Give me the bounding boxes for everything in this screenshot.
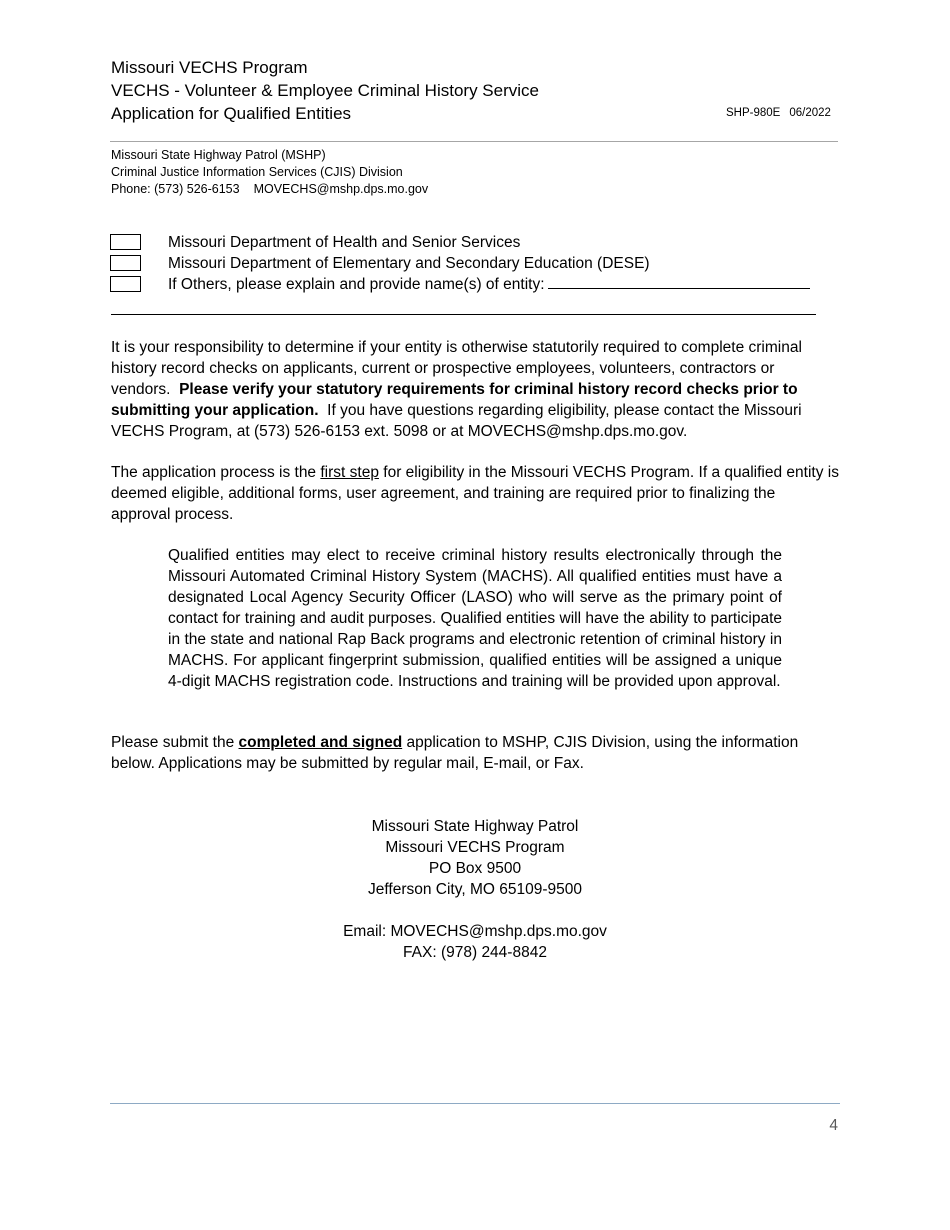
option-label-others: If Others, please explain and provide name(s) of entity: [168,276,545,293]
agency-division: Criminal Justice Information Services (CJIS) Division [111,165,403,179]
checkbox-dese[interactable] [110,255,141,271]
form-date: 06/2022 [789,107,831,119]
agency-email: MOVECHS@mshp.dps.mo.gov [253,182,429,196]
address-line-1: Missouri State Highway Patrol [371,818,579,835]
contact-email: Email: MOVECHS@mshp.dps.mo.gov [343,923,607,940]
agency-phone-email [111,181,428,198]
application-title: Application for Qualified Entities [111,104,352,123]
p2-text-end: for eligibility in the Missouri VECHS Program. If a qualified entity is deemed eligible, additional forms, user agreement, and training are required prior to finalizing the approval process. [111,464,839,523]
address-line-4: Jefferson City, MO 65109-9500 [368,881,582,898]
program-subtitle: VECHS - Volunteer & Employee Criminal History Service [111,81,539,100]
checkbox-others[interactable] [110,276,141,292]
address-line-2: Missouri VECHS Program [385,839,565,856]
other-entity-blank[interactable] [548,275,810,289]
form-number [726,107,831,119]
checkbox-health-senior-services[interactable] [110,234,141,250]
option-label-dese: Missouri Department of Elementary and Secondary Education (DESE) [168,255,650,272]
p3-text-start: Please submit the [111,734,235,751]
document-header [111,56,539,125]
p1-text-start: It is your responsibility to determine if your entity is otherwise statutorily required to complete criminal history record checks on applicants, current or prospective employees, volunteers, contractors or vendors. [111,339,802,398]
p3-emphasis-text: completed and signed [238,734,403,751]
p1-bold-text: Please verify your statutory requirements for criminal history record checks prior to submitting your application. [111,381,798,419]
p2-underlined-text: first step [320,464,379,481]
option-others-row [168,274,810,295]
contact-fax: FAX: (978) 244-8842 [403,944,547,961]
option-label-health-senior-services: Missouri Department of Health and Senior Services [168,234,521,251]
mailing-address [200,816,750,963]
header-divider [110,141,838,142]
form-code: SHP-980E [726,107,781,119]
agency-phone: Phone: (573) 526-6153 [111,182,240,196]
agency-name: Missouri State Highway Patrol (MSHP) [111,148,326,162]
page-number: 4 [829,1117,838,1134]
program-title: Missouri VECHS Program [111,58,308,77]
footer-divider [110,1103,840,1104]
address-spacer [200,900,750,921]
other-entity-blank-line2[interactable] [111,314,816,315]
p3-text-end: application to MSHP, CJIS Division, using the information below. Applications may be submitted by regular mail, E-mail, or Fax. [111,734,799,772]
agency-contact [111,147,428,198]
paragraph-submission [111,732,839,774]
p2-text-start: The application process is the [111,464,317,481]
p1-text-end: If you have questions regarding eligibility, please contact the Missouri VECHS Program, at (573) 526-6153 ext. 5098 or at MOVECHS@mshp.dps.mo.gov. [111,402,802,440]
paragraph-qualified-entities: Qualified entities may elect to receive criminal history results electronically through the Missouri Automated Criminal History System (MACHS). All qualified entities must have a designated Local Agency Security Officer (LASO) who will serve as the primary point of contact for training and audit purposes. Qualified entities will have the ability to participate in the state and national Rap Back programs and electronic retention of criminal history in MACHS. For applicant fingerprint submission, qualified entities will be assigned a unique 4-digit MACHS registration code. Instructions and training will be provided upon approval. [168,547,782,690]
paragraph-application-process [111,462,839,525]
paragraph-responsibility [111,337,839,442]
address-line-3: PO Box 9500 [428,860,522,877]
